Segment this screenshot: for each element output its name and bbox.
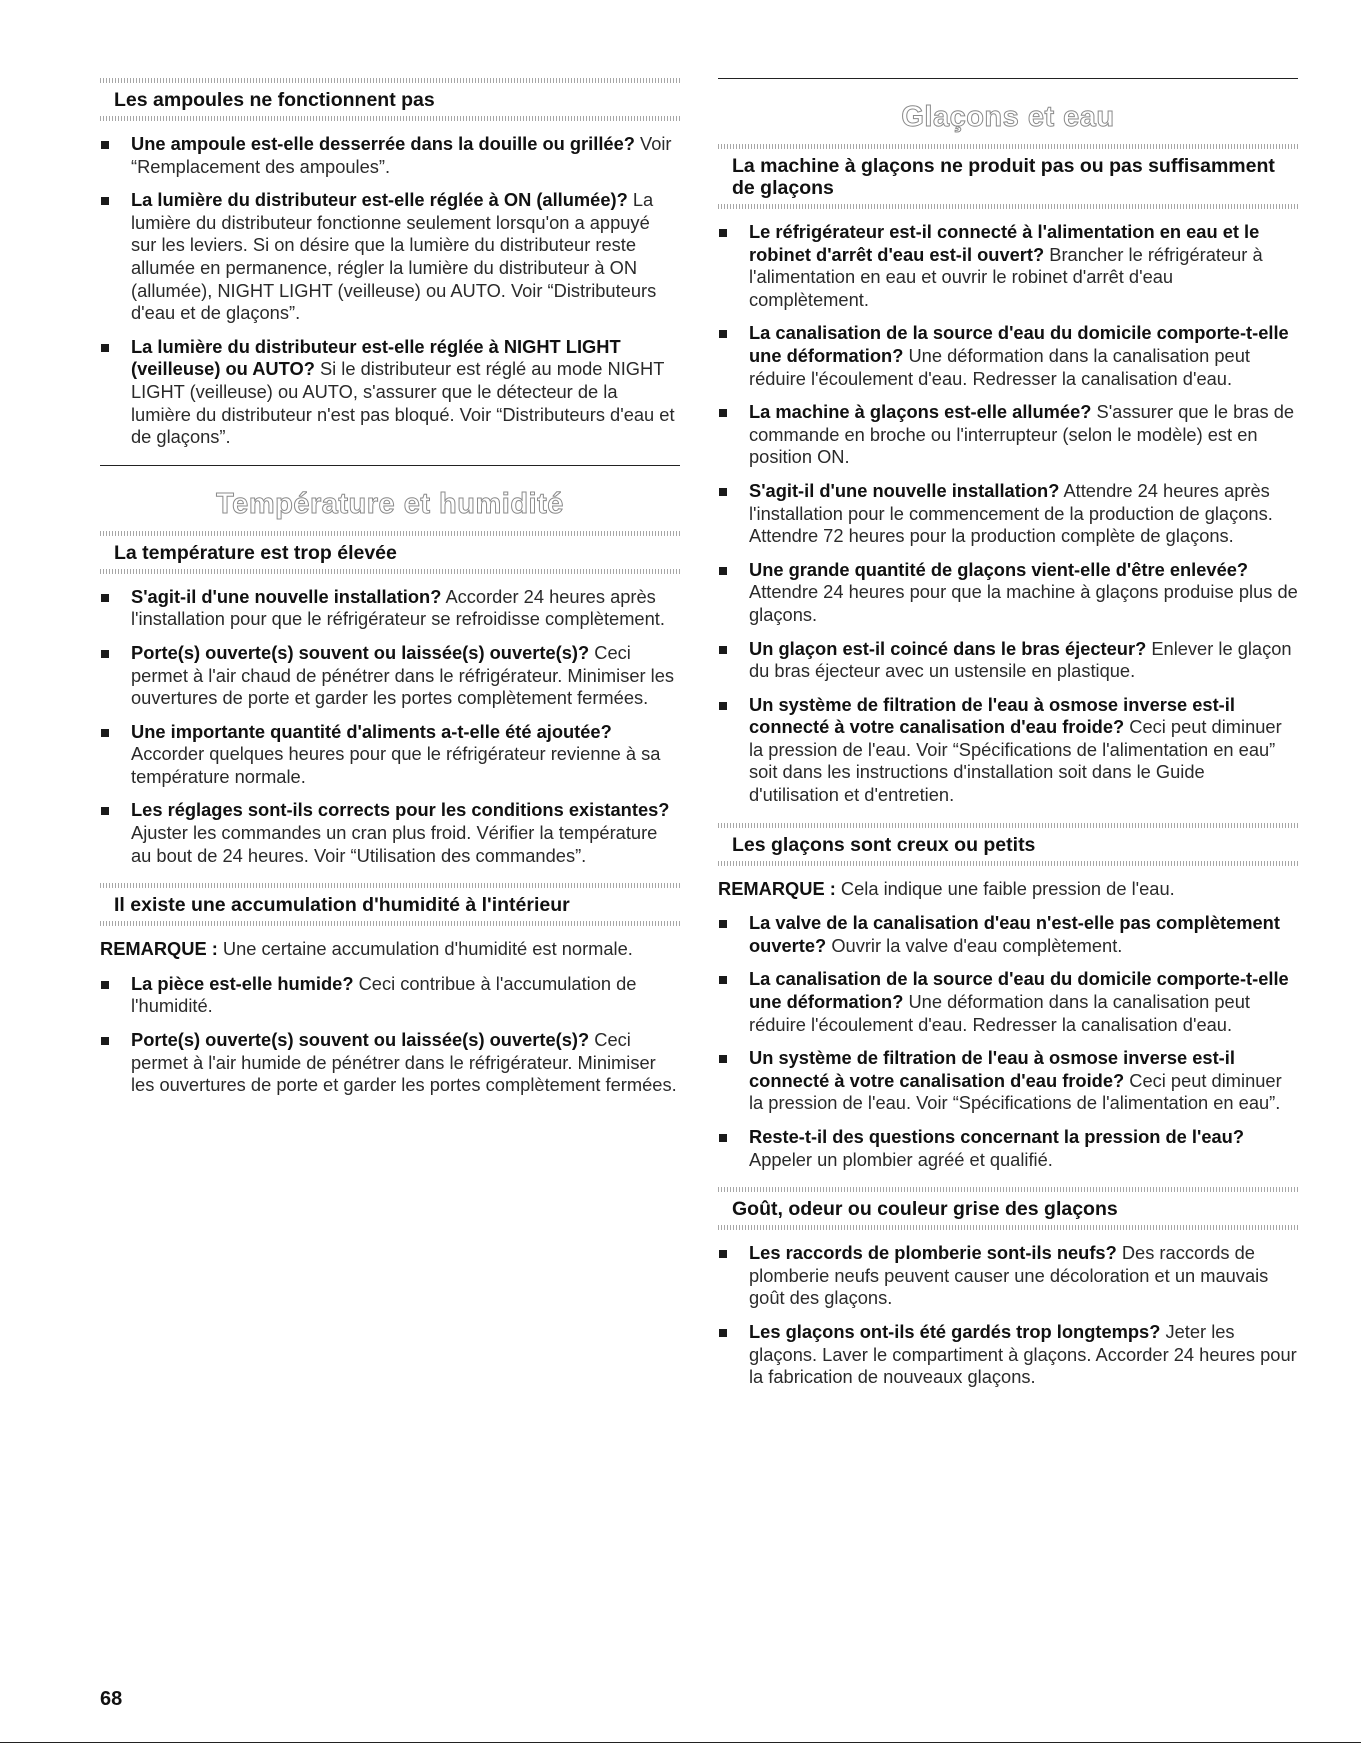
item-answer: Appeler un plombier agréé et qualifié. (749, 1148, 1053, 1170)
list-item (718, 638, 1298, 683)
note-label: REMARQUE : (100, 938, 218, 960)
square-bullet-icon (101, 141, 109, 149)
section-title-temperature: Température et humidité (216, 487, 564, 520)
list-item (718, 1321, 1298, 1389)
hatch-divider (100, 569, 680, 574)
subheading-bulbs: Les ampoules ne fonctionnent pas (114, 89, 435, 111)
section-rule (718, 78, 1298, 79)
item-question: La valve de la canalisation d'eau n'est-elle pas complètement ouverte? (749, 912, 1280, 956)
list-item (718, 1242, 1298, 1310)
item-question: Le réfrigérateur est-il connecté à l'alimentation en eau et le robinet d'arrêt d'eau est-il ouvert? (749, 221, 1260, 265)
square-bullet-icon (101, 1037, 109, 1045)
item-question: Porte(s) ouverte(s) souvent ou laissée(s) ouverte(s)? (131, 641, 590, 663)
square-bullet-icon (719, 1055, 727, 1063)
subheading-taste-odor: Goût, odeur ou couleur grise des glaçons (732, 1198, 1118, 1221)
bottom-rule (0, 1742, 1361, 1743)
hollow-ice-note (718, 878, 1298, 901)
hatch-divider (718, 1225, 1298, 1230)
item-answer: Voir “Remplacement des ampoules”. (131, 133, 672, 177)
list-item (100, 336, 680, 449)
item-question: Les réglages sont-ils corrects pour les conditions existantes? (131, 799, 670, 821)
list-item (718, 221, 1298, 311)
list-item (100, 799, 680, 867)
item-answer: Une déformation dans la canalisation peut réduire l'écoulement d'eau. Redresser la canalisation d'eau. (749, 344, 1250, 389)
list-item (718, 968, 1298, 1036)
subheading-temperature: La température est trop élevée (114, 541, 397, 564)
square-bullet-icon (719, 976, 727, 984)
square-bullet-icon (719, 1250, 727, 1258)
note-text: Cela indique une faible pression de l'eau. (840, 877, 1175, 899)
item-answer: Des raccords de plomberie neufs peuvent causer une décoloration et un mauvais goût des glaçons. (749, 1242, 1269, 1309)
list-item (100, 586, 680, 631)
hollow-ice-items (718, 912, 1298, 1171)
item-question: Une ampoule est-elle desserrée dans la douille ou grillée? (131, 133, 635, 154)
item-question: Reste-t-il des questions concernant la pression de l'eau? (749, 1126, 1245, 1147)
item-answer: La lumière du distributeur fonctionne seulement lorsqu'on a appuyé sur les leviers. Si on désire que la lumière du distributeur reste allumée en permanence, régler la lumière du distributeur à ON (allumée), NIGHT LIGHT (veilleuse) ou AUTO. Voir “Distributeurs d'eau et de glaçons”. (131, 189, 657, 324)
subheading-humidity: Il existe une accumulation d'humidité à l'intérieur (114, 894, 570, 917)
note-label: REMARQUE : (718, 877, 836, 899)
square-bullet-icon (101, 729, 109, 737)
item-answer: Brancher le réfrigérateur à l'alimentation en eau et ouvrir le robinet d'arrêt d'eau complètement. (749, 243, 1263, 310)
bulbs-items (100, 133, 680, 449)
item-answer: Enlever le glaçon du bras éjecteur avec un ustensile en plastique. (749, 637, 1292, 682)
item-question: Les glaçons ont-ils été gardés trop longtemps? (749, 1320, 1161, 1342)
hollow-ice-section (718, 823, 1298, 1172)
item-answer: Accorder 24 heures après l'installation pour que le réfrigérateur se refroidisse complètement. (131, 585, 665, 630)
right-column (718, 78, 1298, 1405)
list-item (718, 1047, 1298, 1115)
item-answer: Ceci contribue à l'accumulation de l'humidité. (131, 972, 637, 1017)
item-question: Un système de filtration de l'eau à osmose inverse est-il connecté à votre canalisation d'eau froide? (749, 1047, 1235, 1091)
item-answer: Ceci peut diminuer la pression de l'eau. Voir “Spécifications de l'alimentation en eau”. (749, 1069, 1282, 1114)
list-item (100, 642, 680, 710)
list-item (100, 1029, 680, 1097)
list-item (718, 694, 1298, 807)
list-item (100, 189, 680, 325)
square-bullet-icon (719, 920, 727, 928)
list-item (100, 133, 680, 178)
square-bullet-icon (719, 330, 727, 338)
subheading-ice-production: La machine à glaçons ne produit pas ou pas suffisamment de glaçons (732, 155, 1275, 199)
subheading-hollow-ice: Les glaçons sont creux ou petits (732, 833, 1036, 856)
item-question: La lumière du distributeur est-elle réglée à NIGHT LIGHT (veilleuse) ou AUTO? (131, 335, 621, 380)
hatch-divider (100, 116, 680, 121)
item-answer: Jeter les glaçons. Laver le compartiment à glaçons. Accorder 24 heures pour la fabrication de nouveaux glaçons. (749, 1320, 1297, 1388)
square-bullet-icon (719, 409, 727, 417)
square-bullet-icon (719, 488, 727, 496)
item-answer: Ajuster les commandes un cran plus froid. Vérifier la température au bout de 24 heures. Voir “Utilisation des commandes”. (131, 822, 658, 866)
humidity-section (100, 883, 680, 1097)
item-answer: Ceci peut diminuer la pression de l'eau. Voir “Spécifications de l'alimentation en eau” soit dans les instructions d'installation soit dans le Guide d'utilisation et d'entretien. (749, 716, 1282, 806)
square-bullet-icon (719, 1134, 727, 1142)
item-question: La canalisation de la source d'eau du domicile comporte-t-elle une déformation? (749, 968, 1289, 1013)
left-column (100, 78, 680, 1113)
item-answer: S'assurer que le bras de commande en broche ou l'interrupteur (selon le modèle) est en position ON. (749, 401, 1295, 468)
square-bullet-icon (101, 650, 109, 658)
item-question: S'agit-il d'une nouvelle installation? (131, 585, 442, 607)
ice-production-items (718, 221, 1298, 807)
square-bullet-icon (719, 646, 727, 654)
item-question: Porte(s) ouverte(s) souvent ou laissée(s) ouverte(s)? (131, 1029, 590, 1051)
square-bullet-icon (719, 567, 727, 575)
square-bullet-icon (101, 981, 109, 989)
list-item (100, 721, 680, 789)
square-bullet-icon (101, 594, 109, 602)
list-item (718, 559, 1298, 627)
item-question: La pièce est-elle humide? (131, 972, 354, 994)
item-answer: Attendre 24 heures pour que la machine à glaçons produise plus de glaçons. (749, 581, 1298, 625)
item-question: La lumière du distributeur est-elle réglée à ON (allumée)? (131, 189, 628, 211)
hatch-divider (718, 204, 1298, 209)
ice-production-section (718, 144, 1298, 807)
item-question: Un système de filtration de l'eau à osmose inverse est-il connecté à votre canalisation d'eau froide? (749, 693, 1235, 738)
item-answer: Accorder quelques heures pour que le réfrigérateur revienne à sa température normale. (131, 743, 661, 787)
item-answer: Ceci permet à l'air chaud de pénétrer dans le réfrigérateur. Minimiser les ouvertures de porte et garder les portes complètement fermées. (131, 641, 675, 709)
bulbs-section (100, 78, 680, 449)
list-item (100, 973, 680, 1018)
item-answer: Ceci permet à l'air humide de pénétrer dans le réfrigérateur. Minimiser les ouvertures de porte et garder les portes complètement fermées. (131, 1029, 677, 1096)
item-question: Les raccords de plomberie sont-ils neufs? (749, 1242, 1117, 1264)
item-answer: Une déformation dans la canalisation peut réduire l'écoulement d'eau. Redresser la canalisation d'eau. (749, 991, 1250, 1035)
section-title-ice-water: Glaçons et eau (901, 101, 1115, 133)
page-number: 68 (100, 1688, 123, 1710)
humidity-items (100, 973, 680, 1097)
square-bullet-icon (101, 197, 109, 205)
item-question: Une importante quantité d'aliments a-t-elle été ajoutée? (131, 720, 612, 742)
list-item (718, 401, 1298, 469)
temperature-items (100, 586, 680, 868)
list-item (718, 322, 1298, 390)
item-question: S'agit-il d'une nouvelle installation? (749, 479, 1060, 501)
item-answer: Ouvrir la valve d'eau complètement. (831, 934, 1123, 956)
item-question: Une grande quantité de glaçons vient-elle d'être enlevée? (749, 558, 1249, 580)
list-item (718, 1126, 1298, 1171)
item-question: La machine à glaçons est-elle allumée? (749, 401, 1092, 423)
list-item (718, 912, 1298, 957)
temperature-section (100, 531, 680, 868)
square-bullet-icon (101, 807, 109, 815)
item-question: Un glaçon est-il coincé dans le bras éjecteur? (749, 637, 1147, 659)
taste-odor-items (718, 1242, 1298, 1389)
note-text: Une certaine accumulation d'humidité est normale. (222, 938, 633, 960)
list-item (718, 480, 1298, 548)
item-question: La canalisation de la source d'eau du domicile comporte-t-elle une déformation? (749, 322, 1289, 366)
hatch-divider (718, 861, 1298, 866)
square-bullet-icon (101, 344, 109, 352)
item-answer: Si le distributeur est réglé au mode NIGHT LIGHT (veilleuse) ou AUTO, s'assurer que le détecteur de la lumière du distributeur n'est pas bloqué. Voir “Distributeurs d'eau et de glaçons”. (131, 358, 675, 448)
humidity-note (100, 938, 680, 961)
square-bullet-icon (719, 702, 727, 710)
taste-odor-section (718, 1187, 1298, 1389)
hatch-divider (100, 921, 680, 926)
square-bullet-icon (719, 229, 727, 237)
square-bullet-icon (719, 1329, 727, 1337)
item-answer: Attendre 24 heures après l'installation pour le commencement de la production de glaçons. Attendre 72 heures pour la production complète de glaçons. (749, 479, 1273, 547)
section-rule (100, 465, 680, 466)
